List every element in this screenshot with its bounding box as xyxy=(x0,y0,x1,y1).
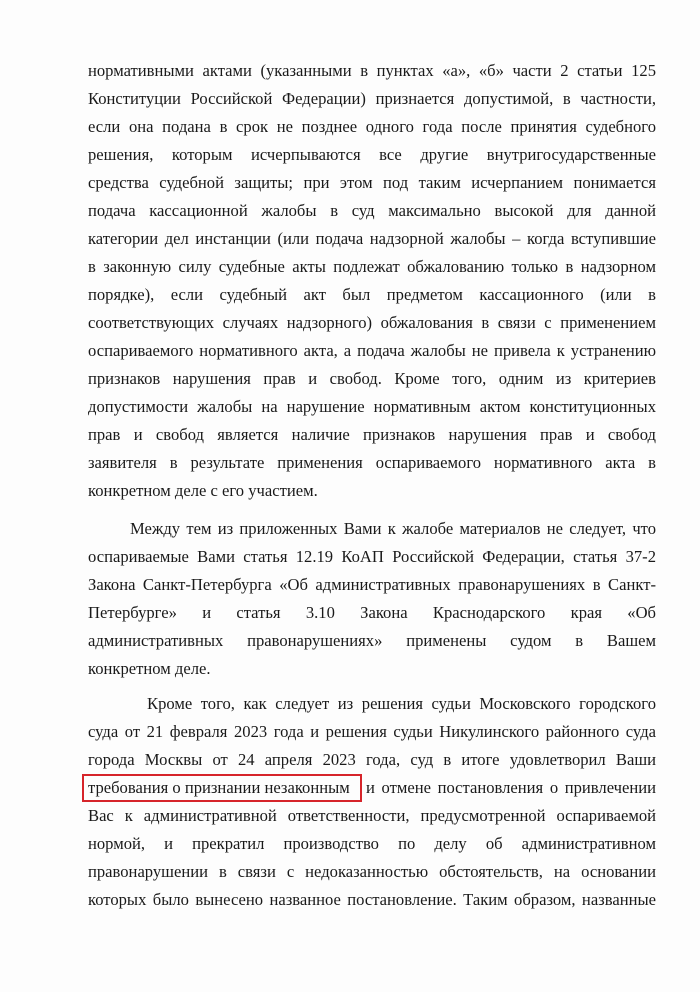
text-line: нормой, и прекратил производство по делу об административном xyxy=(88,834,656,853)
text-line: средства судебной защиты; при этом под таким исчерпанием понимается xyxy=(88,173,656,192)
text-line: Конституции Российской Федерации) признается допустимой, в частности, xyxy=(88,89,656,108)
text-line: города Москвы от 24 апреля 2023 года, суд в итоге удовлетворил Ваши xyxy=(88,750,656,769)
text-line: оспариваемого нормативного акта, а подача жалобы не привела к устранению xyxy=(88,341,656,360)
text-line: категории дел инстанции (или подача надзорной жалобы – когда вступившие xyxy=(88,229,656,248)
paragraph-first-line: Кроме того, как следует из решения судьи Московского городского xyxy=(147,694,656,713)
text-line: административных правонарушениях» применены судом в Вашем xyxy=(88,631,656,650)
text-line: порядке), если судебный акт был предметом кассационного (или в xyxy=(88,285,656,304)
text-line: заявителя в результате применения оспариваемого нормативного акта в xyxy=(88,453,656,472)
text-line: допустимости жалобы на нарушение нормативным актом конституционных xyxy=(88,397,656,416)
text-line: решения, которым исчерпываются все другие внутригосударственные xyxy=(88,145,656,164)
text-line: признаков нарушения прав и свобод. Кроме того, одним из критериев xyxy=(88,369,656,388)
text-line: правонарушении в связи с недоказанностью обстоятельств, на основании xyxy=(88,862,656,881)
text-line: конкретном деле. xyxy=(88,659,211,678)
text-line: конкретном деле с его участием. xyxy=(88,481,318,500)
text-line: которых было вынесено названное постановление. Таким образом, названные xyxy=(88,890,656,909)
text-line: в законную силу судебные акты подлежат обжалованию только в надзорном xyxy=(88,257,656,276)
text-line: Петербурге» и статья 3.10 Закона Краснодарского края «Об xyxy=(88,603,656,622)
highlighted-phrase: требования о признании незаконным xyxy=(88,778,350,797)
text-line: если она подана в срок не позднее одного года после принятия судебного xyxy=(88,117,656,136)
text-line-rest: и отмене постановления о привлечении xyxy=(366,778,656,797)
text-line: соответствующих случаях надзорного) обжалования в связи с применением xyxy=(88,313,656,332)
text-line: нормативными актами (указанными в пунктах «а», «б» части 2 статьи 125 xyxy=(88,61,656,80)
text-line: подача кассационной жалобы в суд максимально высокой для данной xyxy=(88,201,656,220)
text-line: прав и свобод является наличие признаков нарушения прав и свобод xyxy=(88,425,656,444)
paragraph-first-line: Между тем из приложенных Вами к жалобе материалов не следует, что xyxy=(130,519,656,538)
text-line: суда от 21 февраля 2023 года и решения судьи Никулинского районного суда xyxy=(88,722,656,741)
text-line: Закона Санкт-Петербурга «Об административных правонарушениях в Санкт- xyxy=(88,575,656,594)
text-line: Вас к административной ответственности, предусмотренной оспариваемой xyxy=(88,806,656,825)
text-line: оспариваемые Вами статья 12.19 КоАП Российской Федерации, статья 37-2 xyxy=(88,547,656,566)
